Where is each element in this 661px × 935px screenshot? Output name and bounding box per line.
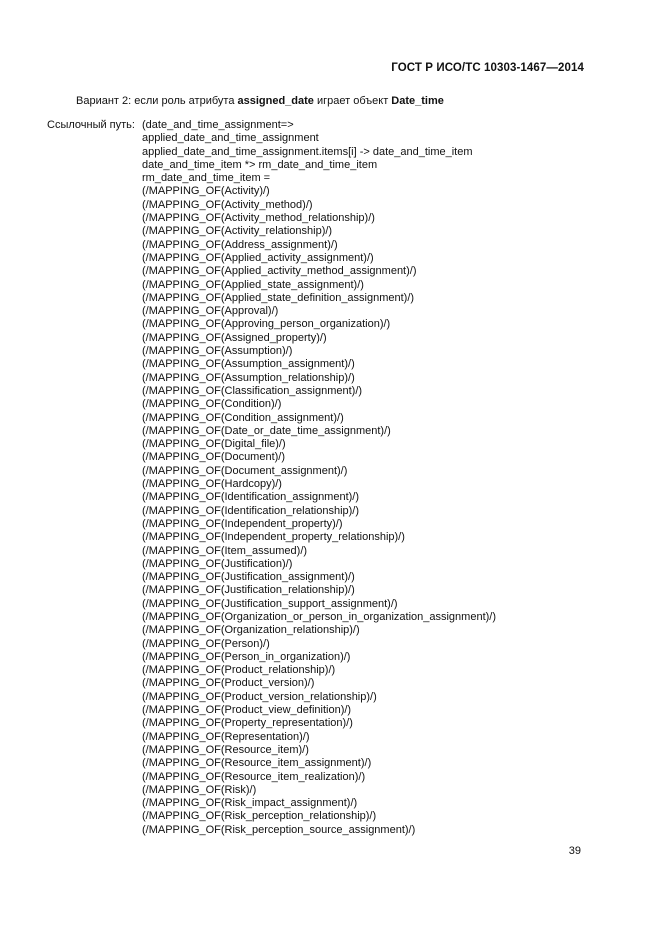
- reference-path-line: (/MAPPING_OF(Property_representation)/): [142, 717, 353, 730]
- reference-path-label: Ссылочный путь:: [47, 119, 135, 131]
- reference-path-line: (/MAPPING_OF(Assumption_assignment)/): [142, 358, 355, 371]
- reference-path-line: (/MAPPING_OF(Independent_property_relationship)/): [142, 531, 405, 544]
- reference-path-line: (/MAPPING_OF(Applied_activity_assignment)/): [142, 251, 374, 264]
- reference-path-line: (/MAPPING_OF(Product_version)/): [142, 677, 315, 690]
- reference-path-line: (/MAPPING_OF(Assumption_relationship)/): [142, 371, 355, 384]
- reference-path-line: (/MAPPING_OF(Condition_assignment)/): [142, 411, 344, 424]
- reference-path-line: (/MAPPING_OF(Applied_state_definition_assignment)/): [142, 291, 415, 304]
- reference-path-line: applied_date_and_time_assignment: [142, 132, 319, 145]
- document-header: ГОСТ Р ИСО/ТС 10303-1467—2014: [391, 62, 584, 74]
- variant-middle: играет объект: [313, 95, 392, 107]
- reference-path-line: (/MAPPING_OF(Resource_item)/): [142, 743, 309, 756]
- reference-path-line: date_and_time_item *> rm_date_and_time_item: [142, 158, 378, 171]
- reference-path-line: (/MAPPING_OF(Identification_assignment)/): [142, 491, 360, 504]
- page-number: 39: [568, 845, 581, 857]
- reference-path-line: (/MAPPING_OF(Condition)/): [142, 398, 282, 411]
- reference-path-line: (/MAPPING_OF(Date_or_date_time_assignment)/): [142, 424, 391, 437]
- reference-path-line: (/MAPPING_OF(Organization_relationship)/): [142, 624, 360, 637]
- reference-path-line: rm_date_and_time_item =: [142, 172, 271, 185]
- reference-path-line: (/MAPPING_OF(Justification)/): [142, 557, 293, 570]
- reference-path-line: (/MAPPING_OF(Resource_item_assignment)/): [142, 757, 372, 770]
- attribute-name: assigned_date: [237, 95, 314, 107]
- reference-path-line: (/MAPPING_OF(Risk_perception_relationship)/): [142, 810, 377, 823]
- reference-path-line: (/MAPPING_OF(Resource_item_realization)/): [142, 770, 366, 783]
- reference-path-line: (/MAPPING_OF(Risk_impact_assignment)/): [142, 797, 358, 810]
- reference-path-lines: [142, 119, 496, 837]
- reference-path-line: (/MAPPING_OF(Product_view_definition)/): [142, 704, 352, 717]
- reference-path-line: (/MAPPING_OF(Hardcopy)/): [142, 478, 282, 491]
- object-name: Date_time: [391, 95, 444, 107]
- reference-path-line: (/MAPPING_OF(Assumption)/): [142, 345, 293, 358]
- reference-path-line: applied_date_and_time_assignment.items[i] -> date_and_time_item: [142, 145, 473, 158]
- reference-path-line: (/MAPPING_OF(Activity_method_relationship)/): [142, 212, 375, 225]
- reference-path-line: (/MAPPING_OF(Applied_state_assignment)/): [142, 278, 364, 291]
- reference-path-line: (/MAPPING_OF(Activity_method)/): [142, 198, 313, 211]
- reference-path-line: (/MAPPING_OF(Document)/): [142, 451, 286, 464]
- reference-path-line: (/MAPPING_OF(Address_assignment)/): [142, 238, 338, 251]
- variant-prefix: Вариант 2: если роль атрибута: [76, 95, 238, 107]
- reference-path-line: (/MAPPING_OF(Product_version_relationship)/): [142, 690, 377, 703]
- reference-path-line: (/MAPPING_OF(Assigned_property)/): [142, 331, 327, 344]
- reference-path-line: (/MAPPING_OF(Justification_support_assignment)/): [142, 597, 398, 610]
- reference-path-line: (/MAPPING_OF(Item_assumed)/): [142, 544, 308, 557]
- reference-path-line: (/MAPPING_OF(Risk_perception_source_assignment)/): [142, 823, 416, 836]
- reference-path-line: (/MAPPING_OF(Approval)/): [142, 305, 279, 318]
- variant-statement: [76, 95, 444, 107]
- reference-path-line: (/MAPPING_OF(Independent_property)/): [142, 517, 343, 530]
- reference-path-line: (/MAPPING_OF(Digital_file)/): [142, 438, 286, 451]
- reference-path-line: (date_and_time_assignment=>: [142, 119, 294, 131]
- reference-path-line: (/MAPPING_OF(Person_in_organization)/): [142, 650, 351, 663]
- reference-path-line: (/MAPPING_OF(Activity)/): [142, 185, 270, 198]
- reference-path-line: (/MAPPING_OF(Document_assignment)/): [142, 464, 348, 477]
- reference-path-line: (/MAPPING_OF(Product_relationship)/): [142, 664, 336, 677]
- reference-path-line: (/MAPPING_OF(Activity_relationship)/): [142, 225, 333, 238]
- reference-path-line: (/MAPPING_OF(Justification_assignment)/): [142, 571, 355, 584]
- reference-path-line: (/MAPPING_OF(Person)/): [142, 637, 270, 650]
- reference-path-line: (/MAPPING_OF(Justification_relationship)/): [142, 584, 355, 597]
- reference-path-line: (/MAPPING_OF(Approving_person_organization)/): [142, 318, 391, 331]
- reference-path-line: (/MAPPING_OF(Classification_assignment)/): [142, 384, 363, 397]
- reference-path-line: (/MAPPING_OF(Applied_activity_method_assignment)/): [142, 265, 417, 278]
- reference-path-line: (/MAPPING_OF(Identification_relationship)/): [142, 504, 360, 517]
- reference-path-line: (/MAPPING_OF(Representation)/): [142, 730, 310, 743]
- reference-path-line: (/MAPPING_OF(Organization_or_person_in_organization_assignment)/): [142, 610, 497, 623]
- reference-path-line: (/MAPPING_OF(Risk)/): [142, 783, 257, 796]
